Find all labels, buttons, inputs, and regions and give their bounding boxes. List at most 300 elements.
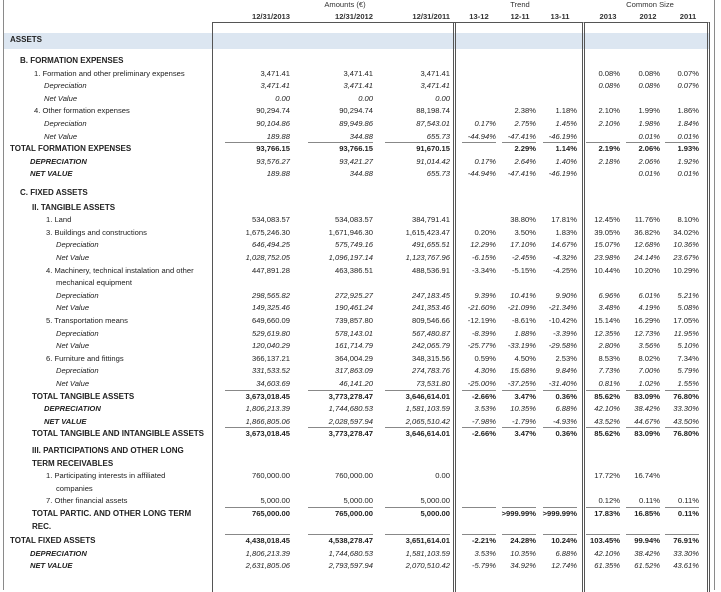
cell-value: 331,533.52: [251, 366, 290, 376]
cell-value: 1,581,103.59: [405, 548, 450, 558]
subtotal-rule: [586, 507, 620, 508]
cell-value: -8.39%: [471, 328, 496, 338]
cell-value: -4.25%: [552, 265, 577, 275]
cell-value: 2.53%: [555, 353, 577, 363]
subtotal-rule: [665, 507, 699, 508]
row-label: II. TANGIBLE ASSETS: [32, 202, 116, 212]
table-row: [0, 391, 721, 404]
subtotal-rule: [543, 507, 577, 508]
cell-value: 190,461.24: [334, 303, 373, 313]
table-row: [0, 143, 721, 156]
cell-value: -2.66%: [471, 391, 496, 401]
cell-value: 8.02%: [638, 353, 660, 363]
row-label: Depreciation: [56, 240, 99, 250]
cell-value: -4.93%: [552, 416, 577, 426]
cell-value: 3.50%: [514, 227, 536, 237]
cell-value: 90,294.74: [339, 106, 373, 116]
cell-value: 2.10%: [598, 106, 620, 116]
table-row: [0, 252, 721, 265]
cell-value: 739,857.80: [334, 316, 373, 325]
subtotal-rule: [225, 507, 290, 508]
subtotal-rule: [385, 390, 450, 391]
cell-value: 17.05%: [673, 316, 699, 325]
cell-value: 0.01%: [638, 131, 660, 141]
cell-value: 3,773,278.47: [328, 391, 373, 401]
row-label: NET VALUE: [44, 416, 87, 426]
cell-value: 61.52%: [634, 561, 660, 571]
cell-value: 23.98%: [594, 253, 620, 262]
cell-value: 3.48%: [598, 303, 620, 313]
cell-value: 4,438,018.45: [245, 536, 290, 546]
cell-value: 241,353.46: [411, 303, 450, 313]
cell-value: 1,581,103.59: [405, 404, 450, 414]
table-row: [0, 353, 721, 366]
cell-value: 2.19%: [598, 144, 620, 154]
cell-value: 91,014.42: [416, 156, 450, 166]
cell-value: -6.15%: [471, 253, 496, 262]
col-header-trend-12-11: 12-11: [510, 12, 530, 21]
subtotal-rule: [462, 390, 496, 391]
cell-value: 364,004.29: [334, 353, 373, 363]
cell-value: 0.12%: [598, 496, 620, 506]
row-label: Depreciation: [44, 119, 87, 128]
cell-value: -2.45%: [511, 253, 536, 262]
cell-value: 83.09%: [634, 429, 660, 439]
cell-value: 10.44%: [594, 265, 620, 275]
cell-value: 575,749.16: [334, 240, 373, 250]
cell-value: 1.83%: [555, 227, 577, 237]
cell-value: 76.91%: [673, 536, 699, 546]
cell-value: 4,538,278.47: [328, 536, 373, 546]
amounts-group-title: Amounts (€): [324, 0, 366, 9]
cell-value: 15.07%: [594, 240, 620, 250]
cell-value: 463,386.51: [334, 265, 373, 275]
subtotal-rule: [665, 142, 699, 143]
cell-value: -21.60%: [467, 303, 496, 313]
cell-value: 447,891.28: [251, 265, 290, 275]
cell-value: 6.88%: [555, 404, 577, 414]
cell-value: 4.30%: [474, 366, 496, 376]
row-label: Depreciation: [56, 366, 99, 376]
row-label: TOTAL TANGIBLE ASSETS: [32, 391, 135, 401]
row-label: Depreciation: [56, 290, 99, 300]
subtotal-rule: [665, 390, 699, 391]
table-row: [0, 214, 721, 227]
cell-value: 1.98%: [638, 119, 660, 128]
cell-value: 15.14%: [594, 316, 620, 325]
cell-value: 149,325.46: [251, 303, 290, 313]
cell-value: 1,096,197.14: [328, 253, 373, 262]
cell-value: -2.66%: [471, 429, 496, 439]
row-label: 4. Other formation expenses: [34, 106, 130, 116]
cell-value: 2,070,510.42: [405, 561, 450, 571]
cell-value: 2,028,597.94: [328, 416, 373, 426]
cell-value: -21.09%: [507, 303, 536, 313]
cell-value: 93,576.27: [256, 156, 290, 166]
col-header-common-2013: 2013: [599, 12, 617, 21]
row-label: Net Value: [56, 379, 90, 388]
table-row: [0, 202, 721, 215]
row-label: NET VALUE: [30, 561, 73, 571]
cell-value: 16.74%: [634, 471, 660, 481]
cell-value: 12.29%: [470, 240, 496, 250]
cell-value: 120,040.29: [251, 341, 290, 351]
cell-value: 38.42%: [634, 404, 660, 414]
subtotal-rule: [502, 390, 536, 391]
cell-value: 88,198.74: [416, 106, 450, 116]
row-label-continued: companies: [56, 483, 93, 493]
cell-value: 760,000.00: [251, 471, 290, 481]
cell-value: 42.10%: [594, 404, 620, 414]
cell-value: 0.07%: [677, 68, 699, 78]
subtotal-rule: [665, 534, 699, 535]
cell-value: -47.41%: [507, 169, 536, 179]
cell-value: 1.18%: [555, 106, 577, 116]
cell-value: 73,531.80: [416, 379, 450, 388]
cell-value: 189.88: [266, 131, 290, 141]
cell-value: 89,949.86: [339, 119, 373, 128]
subtotal-rule: [462, 427, 496, 428]
cell-value: 0.00: [275, 93, 290, 103]
subtotal-rule: [462, 534, 496, 535]
table-row: [0, 302, 721, 315]
cell-value: 384,791.41: [411, 215, 450, 225]
table-row: [0, 535, 721, 548]
subtotal-rule: [543, 390, 577, 391]
row-label: TOTAL PARTIC. AND OTHER LONG TERM: [32, 509, 192, 518]
cell-value: 4.50%: [514, 353, 536, 363]
cell-value: 2,631,805.06: [245, 561, 290, 571]
cell-value: 5.79%: [677, 366, 699, 376]
cell-value: -3.34%: [471, 265, 496, 275]
cell-value: 0.01%: [677, 169, 699, 179]
subtotal-rule: [502, 427, 536, 428]
table-row: [0, 315, 721, 328]
cell-value: 8.53%: [598, 353, 620, 363]
cell-value: 39.05%: [594, 227, 620, 237]
cell-value: 5,000.00: [420, 509, 450, 518]
cell-value: 17.83%: [594, 509, 620, 518]
cell-value: 10.35%: [510, 548, 536, 558]
subtotal-rule: [626, 534, 660, 535]
cell-value: 809,546.66: [411, 316, 450, 325]
cell-value: 0.17%: [474, 119, 496, 128]
row-label-continued: TERM RECEIVABLES: [32, 458, 114, 468]
cell-value: 655.73: [426, 169, 450, 179]
cell-value: 0.11%: [639, 496, 660, 506]
subtotal-rule: [225, 534, 290, 535]
cell-value: -21.34%: [548, 303, 577, 313]
cell-value: 91,670.15: [416, 144, 450, 154]
cell-value: 1,744,680.53: [328, 404, 373, 414]
subtotal-rule: [626, 390, 660, 391]
table-row: [0, 118, 721, 131]
cell-value: 3.53%: [474, 404, 496, 414]
cell-value: 0.59%: [474, 353, 496, 363]
cell-value: 1,671,946.30: [328, 227, 373, 237]
cell-value: 3,471.41: [260, 68, 290, 78]
cell-value: 10.36%: [673, 240, 699, 250]
cell-value: -44.94%: [467, 169, 496, 179]
cell-value: 529,619.80: [251, 328, 290, 338]
row-label: Net Value: [56, 253, 90, 262]
cell-value: 344.88: [349, 131, 373, 141]
cell-value: 7.34%: [677, 353, 699, 363]
cell-value: 90,104.86: [256, 119, 290, 128]
col-header-common-2012: 2012: [639, 12, 657, 21]
cell-value: 85.62%: [594, 429, 620, 439]
cell-value: 0.36%: [555, 429, 577, 439]
cell-value: 534,083.57: [334, 215, 373, 225]
cell-value: 34,603.69: [256, 379, 290, 388]
subtotal-rule: [225, 142, 290, 143]
cell-value: 0.81%: [598, 379, 620, 388]
cell-value: 5,000.00: [343, 496, 373, 506]
cell-value: 3.47%: [514, 391, 536, 401]
cell-value: 61.35%: [594, 561, 620, 571]
subtotal-rule: [385, 142, 450, 143]
cell-value: 11.76%: [634, 215, 660, 225]
table-row: [0, 68, 721, 81]
cell-value: 2.38%: [514, 106, 536, 116]
cell-value: 5,000.00: [420, 496, 450, 506]
cell-value: -10.42%: [548, 316, 577, 325]
cell-value: -2.21%: [471, 536, 496, 546]
cell-value: -44.94%: [467, 131, 496, 141]
cell-value: 83.09%: [634, 391, 660, 401]
cell-value: -46.19%: [548, 131, 577, 141]
row-label: 5. Transportation means: [46, 316, 128, 325]
subtotal-rule: [665, 427, 699, 428]
cell-value: 34.02%: [673, 227, 699, 237]
table-row: [0, 548, 721, 561]
cell-value: 655.73: [426, 131, 450, 141]
cell-value: 38.80%: [510, 215, 536, 225]
cell-value: 44.67%: [634, 416, 660, 426]
cell-value: 646,494.25: [251, 240, 290, 250]
cell-value: 9.90%: [555, 290, 577, 300]
cell-value: >999.99%: [542, 509, 577, 518]
cell-value: 247,183.45: [411, 290, 450, 300]
table-row: [0, 290, 721, 303]
cell-value: 0.08%: [638, 81, 660, 91]
row-label-continued: mechanical equipment: [56, 278, 132, 288]
subtotal-rule: [308, 507, 373, 508]
row-label: 3. Buildings and constructions: [46, 227, 147, 237]
cell-value: 46,141.20: [339, 379, 373, 388]
table-row: [0, 470, 721, 495]
subtotal-rule: [225, 427, 290, 428]
subtotal-rule: [462, 142, 496, 143]
subtotal-rule: [385, 427, 450, 428]
subtotal-rule: [308, 142, 373, 143]
cell-value: -33.19%: [507, 341, 536, 351]
row-label-continued: REC.: [32, 521, 52, 531]
cell-value: 6.88%: [555, 548, 577, 558]
table-row: [0, 340, 721, 353]
trend-group-title: Trend: [510, 0, 530, 9]
cell-value: 16.29%: [634, 316, 660, 325]
cell-value: -29.58%: [548, 341, 577, 351]
cell-value: 0.08%: [598, 81, 620, 91]
cell-value: 0.36%: [555, 391, 577, 401]
table-row: [0, 80, 721, 93]
cell-value: 43.50%: [673, 416, 699, 426]
cell-value: 1.84%: [677, 119, 699, 128]
cell-value: 2.18%: [598, 156, 620, 166]
row-label: Depreciation: [56, 328, 99, 338]
cell-value: -7.98%: [471, 416, 496, 426]
row-label: Depreciation: [44, 81, 87, 91]
table-row: [0, 428, 721, 441]
cell-value: 272,925.27: [334, 290, 373, 300]
table-row: [0, 168, 721, 181]
col-header-2012: 12/31/2012: [334, 12, 373, 21]
cell-value: 36.82%: [634, 227, 660, 237]
col-header-2013: 12/31/2013: [251, 12, 290, 21]
cell-value: 491,655.51: [411, 240, 450, 250]
cell-value: 1.55%: [677, 379, 699, 388]
row-label: 1. Land: [46, 215, 72, 225]
subtotal-rule: [586, 142, 620, 143]
cell-value: 9.39%: [474, 290, 496, 300]
cell-value: 765,000.00: [251, 509, 290, 518]
cell-value: 85.62%: [594, 391, 620, 401]
row-label: TOTAL FORMATION EXPENSES: [10, 144, 132, 154]
cell-value: 6.96%: [598, 290, 620, 300]
cell-value: 1,744,680.53: [328, 548, 373, 558]
cell-value: 24.14%: [634, 253, 660, 262]
row-label: DEPRECIATION: [44, 404, 101, 414]
cell-value: 12.73%: [634, 328, 660, 338]
cell-value: 1.86%: [677, 106, 699, 116]
cell-value: 488,536.91: [411, 265, 450, 275]
cell-value: 3,651,614.01: [405, 536, 450, 546]
cell-value: 5.21%: [677, 290, 699, 300]
cell-value: 10.20%: [634, 265, 660, 275]
cell-value: 24.28%: [510, 536, 536, 546]
cell-value: 760,000.00: [334, 471, 373, 481]
cell-value: 99.94%: [634, 536, 660, 546]
table-row: [0, 560, 721, 573]
subtotal-rule: [502, 507, 536, 508]
col-header-trend-13-11: 13-11: [550, 12, 570, 21]
row-label: 7. Other financial assets: [46, 496, 128, 506]
cell-value: -46.19%: [548, 169, 577, 179]
cell-value: 5.10%: [677, 341, 699, 351]
cell-value: 3.53%: [474, 548, 496, 558]
cell-value: 12.45%: [594, 215, 620, 225]
cell-value: 0.17%: [474, 156, 496, 166]
cell-value: -5.15%: [511, 265, 536, 275]
cell-value: 17.10%: [510, 240, 536, 250]
cell-value: 317,863.09: [334, 366, 373, 376]
cell-value: 0.11%: [677, 509, 699, 518]
cell-value: 0.01%: [677, 131, 699, 141]
cell-value: 23.67%: [673, 253, 699, 262]
cell-value: 2,793,597.94: [328, 561, 373, 571]
cell-value: 189.88: [266, 169, 290, 179]
cell-value: 2.06%: [638, 144, 660, 154]
cell-value: 93,766.15: [256, 144, 290, 154]
col-header-common-2011: 2011: [679, 12, 697, 21]
cell-value: 2.80%: [598, 341, 620, 351]
row-label: Net Value: [56, 341, 90, 351]
cell-value: 0.00: [358, 93, 373, 103]
subtotal-rule: [308, 390, 373, 391]
cell-value: 0.08%: [638, 68, 660, 78]
cell-value: -4.32%: [552, 253, 577, 262]
cell-value: 38.42%: [634, 548, 660, 558]
cell-value: 87,543.01: [416, 119, 450, 128]
subtotal-rule: [626, 507, 660, 508]
table-row: [0, 55, 721, 68]
subtotal-rule: [502, 534, 536, 535]
cell-value: >999.99%: [501, 509, 536, 518]
cell-value: 0.20%: [474, 227, 496, 237]
cell-value: 42.10%: [594, 548, 620, 558]
cell-value: 4.19%: [638, 303, 660, 313]
col-header-2011: 12/31/2011: [412, 12, 450, 21]
cell-value: 1.02%: [638, 379, 660, 388]
cell-value: 2,065,510.42: [405, 416, 450, 426]
cell-value: 3,673,018.45: [245, 429, 290, 439]
cell-value: 1.99%: [638, 106, 660, 116]
cell-value: 366,137.21: [251, 353, 290, 363]
cell-value: 16.85%: [634, 509, 660, 518]
cell-value: 3,471.41: [420, 68, 450, 78]
cell-value: 0.00: [435, 471, 450, 481]
cell-value: -12.19%: [467, 316, 496, 325]
cell-value: -1.79%: [511, 416, 536, 426]
cell-value: 1,866,805.06: [245, 416, 290, 426]
cell-value: 2.29%: [514, 144, 536, 154]
row-label: C. FIXED ASSETS: [20, 188, 88, 197]
table-row: [0, 365, 721, 378]
cell-value: 33.30%: [673, 404, 699, 414]
cell-value: 15.68%: [510, 366, 536, 376]
table-row: [0, 508, 721, 533]
cell-value: 1.88%: [514, 328, 536, 338]
row-label: B. FORMATION EXPENSES: [20, 56, 124, 65]
cell-value: 103.45%: [590, 536, 620, 546]
cell-value: 12.74%: [551, 561, 577, 571]
row-label: DEPRECIATION: [30, 156, 87, 166]
cell-value: 9.84%: [555, 366, 577, 376]
subtotal-rule: [586, 390, 620, 391]
cell-value: 1.14%: [555, 144, 577, 154]
cell-value: 242,065.79: [411, 341, 450, 351]
subtotal-rule: [543, 142, 577, 143]
subtotal-rule: [502, 142, 536, 143]
cell-value: 1.93%: [677, 144, 699, 154]
cell-value: 10.29%: [673, 265, 699, 275]
cell-value: 10.24%: [551, 536, 577, 546]
table-row: [0, 403, 721, 416]
cell-value: 0.01%: [638, 169, 660, 179]
row-label: TOTAL FIXED ASSETS: [10, 536, 96, 546]
cell-value: 3,471.41: [260, 81, 290, 91]
cell-value: 93,766.15: [339, 144, 373, 154]
cell-value: 1,028,752.05: [245, 253, 290, 262]
cell-value: 1.45%: [555, 119, 577, 128]
cell-value: 3,471.41: [420, 81, 450, 91]
subtotal-rule: [626, 142, 660, 143]
cell-value: 578,143.01: [334, 328, 373, 338]
table-row: [0, 105, 721, 118]
cell-value: 12.35%: [594, 328, 620, 338]
row-label: III. PARTICIPATIONS AND OTHER LONG: [32, 446, 184, 455]
